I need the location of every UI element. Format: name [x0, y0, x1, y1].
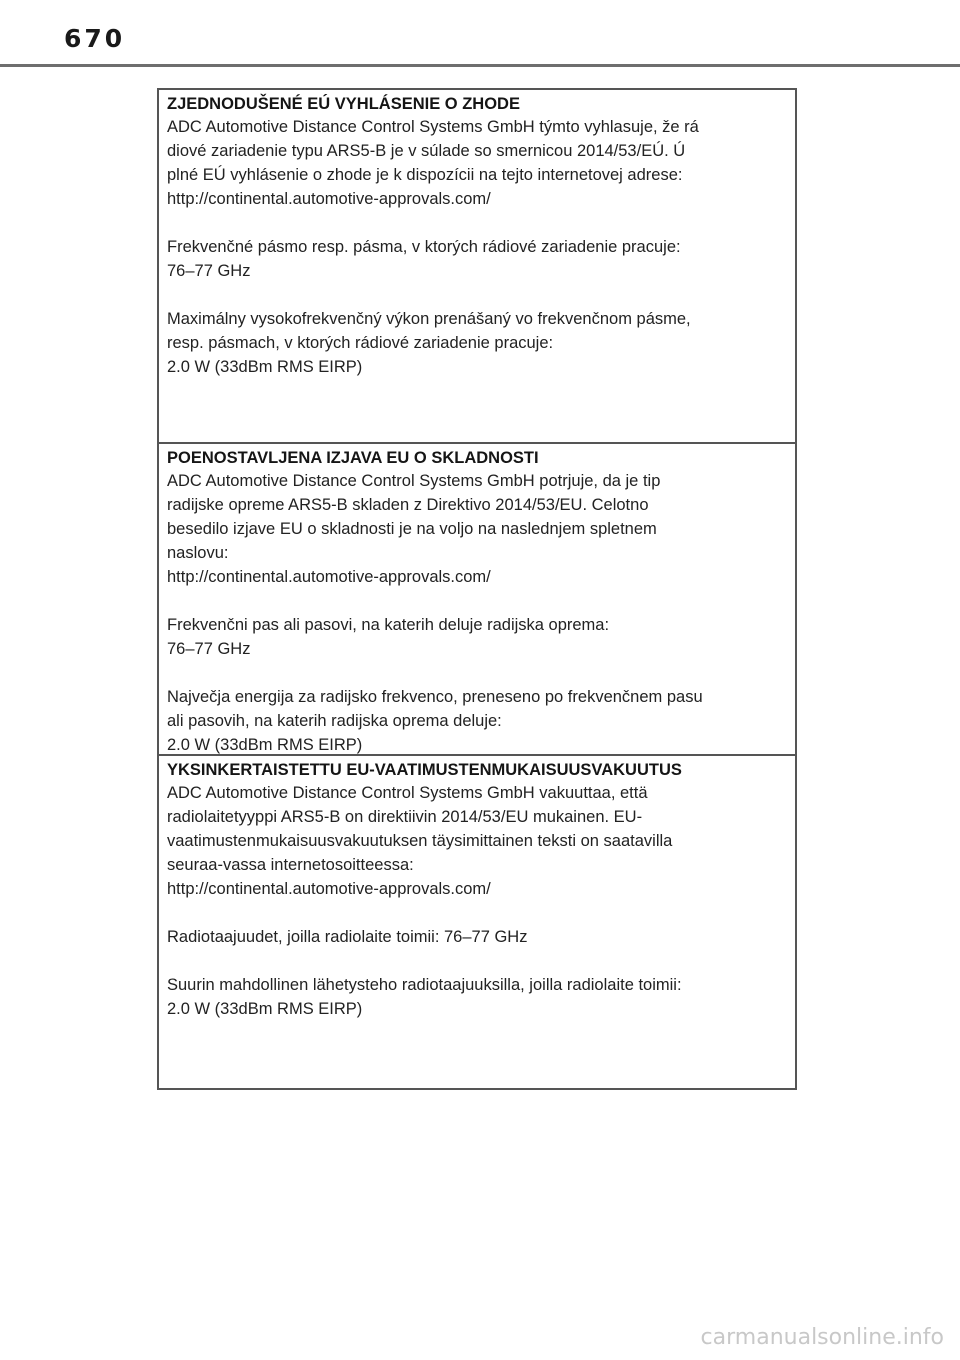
section-heading: YKSINKERTAISTETTU EU-VAATIMUSTENMUKAISUUSVAKUUTUS: [167, 761, 682, 779]
header-rule: [0, 64, 960, 67]
declaration-intro: ADC Automotive Distance Control Systems GmbH týmto vyhlasuje, že rá diové zariadenie typu ARS5-B je v súlade so smernicou 2014/53/EÚ. Ú plné EÚ vyhlásenie o zhode je k dispozícii na tejto internetovej adrese: http://continental.automotive-approvals.com/: [167, 118, 699, 208]
declaration-intro: ADC Automotive Distance Control Systems GmbH vakuuttaa, että radiolaitetyyppi ARS5-B on direktiivin 2014/53/EU mukainen. EU- vaatimustenmukaisuusvakuutuksen täysimittainen teksti on saatavilla seuraa-vassa internetosoitteessa: http://continental.automotive-approvals.com/: [167, 784, 673, 898]
section-finnish: [159, 754, 795, 1090]
frequency-band-text: Frekvenčné pásmo resp. pásma, v ktorých rádiové zariadenie pracuje: 76–77 GHz: [167, 238, 681, 280]
section-slovak: [159, 90, 795, 442]
max-power-text: Največja energija za radijsko frekvenco, preneseno po frekvenčnem pasu ali pasovih, na katerih radijska oprema deluje: 2.0 W (33dBm RMS EIRP): [167, 688, 703, 754]
declaration-scan-box: [157, 88, 797, 1090]
max-power-text: Maximálny vysokofrekvenčný výkon prenášaný vo frekvenčnom pásme, resp. pásmach, v ktorých rádiové zariadenie pracuje: 2.0 W (33dBm RMS EIRP): [167, 310, 691, 376]
section-heading: POENOSTAVLJENA IZJAVA EU O SKLADNOSTI: [167, 449, 539, 467]
frequency-band-text: Frekvenčni pas ali pasovi, na katerih deluje radijska oprema: 76–77 GHz: [167, 616, 610, 658]
frequency-band-text: Radiotaajuudet, joilla radiolaite toimii: 76–77 GHz: [167, 928, 528, 946]
max-power-text: Suurin mahdollinen lähetysteho radiotaajuuksilla, joilla radiolaite toimii: 2.0 W (33dBm RMS EIRP): [167, 976, 682, 1018]
section-slovenian: [159, 442, 795, 754]
page-number: 670: [64, 24, 126, 53]
declaration-intro: ADC Automotive Distance Control Systems GmbH potrjuje, da je tip radijske opreme ARS5-B skladen z Direktivo 2014/53/EU. Celotno besedilo izjave EU o skladnosti je na voljo na naslednjem spletnem naslovu: http://continental.automotive-approvals.com/: [167, 472, 661, 586]
section-heading: ZJEDNODUŠENÉ EÚ VYHLÁSENIE O ZHODE: [167, 95, 520, 113]
watermark: carmanualsonline.info: [700, 1325, 944, 1350]
